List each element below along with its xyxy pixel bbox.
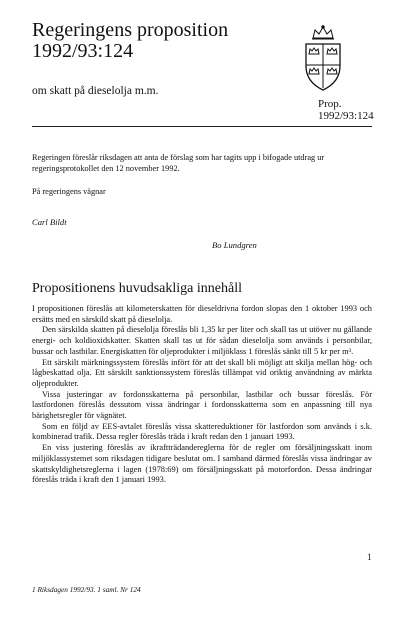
section-body xyxy=(32,304,372,486)
paragraph: Vissa justeringar av fordonsskatterna på personbilar, lastbilar och bussar föreslås. För lastfordonen föreslås dessutom vissa ändringar i fordonsskatterna som en anpassning till nya bärighetsregler för vägnätet. xyxy=(32,389,372,421)
paragraph: I propositionen föreslås att kilometerskatten för dieseldrivna fordon slopas den 1 oktober 1993 och ersätts med en särskild skatt på dieselolja. xyxy=(32,304,372,324)
footer-note: 1 Riksdagen 1992/93. 1 saml. Nr 124 xyxy=(32,585,141,594)
header-divider xyxy=(32,126,372,127)
on-behalf-text: På regeringens vägnar xyxy=(32,187,106,196)
paragraph: En viss justering föreslås av ikraftträdandereglerna för de regler om försäljningsskatt inom miljöklassystemet som riksdagen tidigare beslutat om. I samband därmed föreslås vissa ändringar av skattskyldighetsreglerna i lagen (1978:69) om försäljningsskatt på motorfordon. Dessa ändringar föreslås träda i kraft den 1 januari 1993. xyxy=(32,443,372,485)
paragraph: Som en följd av EES-avtalet föreslås vissa skattereduktioner för lastfordon som används i s.k. kombinerad trafik. Dessa regler föreslås träda i kraft redan den 1 januari 1993. xyxy=(32,421,372,442)
title-line-2: 1992/93:124 xyxy=(32,40,134,62)
section-heading: Propositionens huvudsakliga innehåll xyxy=(32,281,242,296)
proposition-reference xyxy=(318,98,374,122)
page-number: 1 xyxy=(367,552,372,562)
document-subtitle: om skatt på dieselolja m.m. xyxy=(32,85,159,97)
intro-text: Regeringen föreslår riksdagen att anta de förslag som har tagits upp i bifogade utdrag ur regeringsprotokollet den 12 november 1992. xyxy=(32,153,325,173)
document-title xyxy=(32,20,228,62)
title-line-1: Regeringens proposition xyxy=(32,19,229,41)
paragraph: Den särskilda skatten på dieselolja föreslås bli 1,35 kr per liter och skall tas ut utöver nu gällande energi- och koldioxidskatter. Skatten skall tas ut för sådan dieselolja som används i personbilar, bussar och lastbilar. Energiskatten för oljeprodukter i miljöklass 1 föreslås sänkt till 5 kr per m³. xyxy=(32,325,372,356)
paragraph: Ett särskilt märkningssystem föreslås infört för att det skall bli möjligt att skilja mellan hög- och lågbeskattad olja. Ett särskilt sanktionssystem föreslås tillämpat vid oriktig användning av märkta oljeprodukter. xyxy=(32,357,372,388)
prop-number: 1992/93:124 xyxy=(318,110,374,122)
signature-bo-lundgren: Bo Lundgren xyxy=(212,240,257,250)
signature-carl-bildt: Carl Bildt xyxy=(32,217,67,227)
prop-label: Prop. xyxy=(318,98,342,110)
swedish-coat-of-arms-icon xyxy=(298,24,348,94)
